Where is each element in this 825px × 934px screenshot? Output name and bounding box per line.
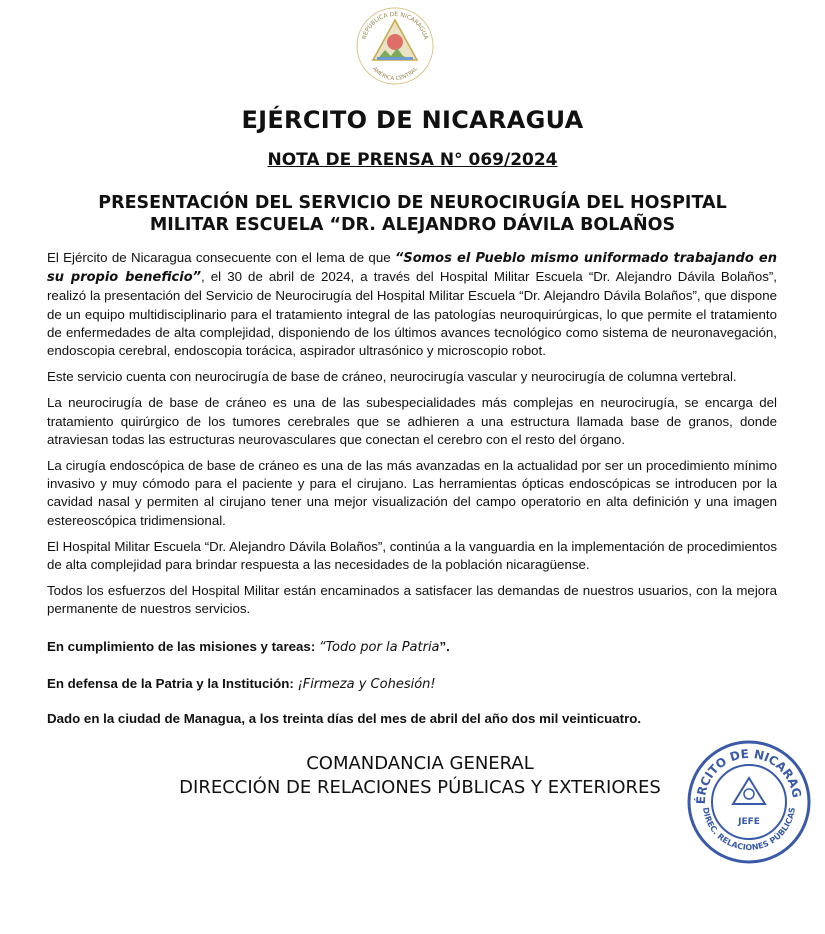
paragraph-3: La neurocirugía de base de cráneo es una de las subespecialidades más complejas en neurocirugía, se encarga del tratamiento quirúrgico de los tumores cerebrales que se adhieren a una estructura llamada base de granos, donde atraviesan todas las estructuras neurovasculares que conectan el cerebro con el resto del órgano. [47,395,777,447]
coat-of-arms-icon [355,6,435,86]
closing-line-1 [47,639,787,655]
paragraph-1-text-a: El Ejército de Nicaragua consecuente con el lema de que [47,250,395,265]
closing-line-3: Dado en la ciudad de Managua, a los treinta días del mes de abril del año dos mil veinticuatro. [47,711,642,726]
signature-line-1: COMANDANCIA GENERAL [306,753,534,774]
signature-block [140,752,700,800]
closing-1-end: ”. [439,639,450,654]
paragraph-1 [47,249,777,360]
svg-text:AMÉRICA CENTRAL: AMÉRICA CENTRAL [370,66,420,83]
paragraph-4: La cirugía endoscópica de base de cráneo es una de las más avanzadas en la actualidad por ser un procedimiento mínimo invasivo y muy cómodo para el paciente y para el cirujano. Las herramientas ópticas endoscópicas se introducen por la cavidad nasal y permiten al cirujano tener una mejor visualización del campo operatorio en alta definición y una imagen estereoscópica tridimensional. [47,458,777,528]
closing-line-2 [47,676,787,692]
closing-1-text: En cumplimiento de las misiones y tareas: [47,639,319,654]
svg-text:REPÚBLICA DE NICARAGUA: REPÚBLICA DE NICARAGUA [360,10,430,41]
document-title [0,192,825,236]
svg-text:JEFE: JEFE [738,817,760,827]
title-line-2: MILITAR ESCUELA “DR. ALEJANDRO DÁVILA BOLAÑOS [149,215,676,235]
closing-1-quote: “Todo por la Patria [318,640,440,655]
title-line-1: PRESENTACIÓN DEL SERVICIO DE NEUROCIRUGÍA DEL HOSPITAL [98,193,727,213]
svg-text:DIREC. RELACIONES PÚBLICAS: DIREC. RELACIONES PÚBLICAS [701,806,797,853]
press-note-number: NOTA DE PRENSA N° 069/2024 [267,150,558,170]
paragraph-1-text-b: , el 30 de abril de 2024, a través del Hospital Militar Escuela “Dr. Alejandro Dávila Bolaños”, realizó la presentación del Servicio de Neurocirugía del Hospital Militar Escuela “Dr. Alejandro Dávila Bolaños”, que dispone de un equipo multidisciplinario para el tratamiento integral de las patologías neuroquirúrgicas, lo que permite el tratamiento de enfermedades de alta complejidad, disponiendo de los últimos avances tecnológico como sistema de neuronavegación, endoscopia cerebral, endoscopia torácica, aspirador ultrasónico y microscopio robot. [47,269,777,359]
signature-line-2: DIRECCIÓN DE RELACIONES PÚBLICAS Y EXTERIORES [179,777,661,798]
paragraph-5: El Hospital Militar Escuela “Dr. Alejandro Dávila Bolaños”, continúa a la vanguardia en la implementación de procedimientos de alta complejidad para brindar respuesta a las necesidades de la población nicaragüense. [47,538,777,573]
organization-name: EJÉRCITO DE NICARAGUA [241,106,584,134]
press-body [47,249,777,627]
official-seal-icon [685,738,813,866]
svg-text:EJÉRCITO DE NICARAGUA: ÉRCITO DE NICARAG [693,746,804,805]
closing-2-text: En defensa de la Patria y la Institución: [47,676,298,691]
closing-2-quote: ¡Firmeza y Cohesión! [297,677,436,692]
paragraph-6: Todos los esfuerzos del Hospital Militar están encaminados a satisfacer las demandas de nuestros usuarios, con la mejora permanente de nuestros servicios. [47,583,777,617]
paragraph-2: Este servicio cuenta con neurocirugía de base de cráneo, neurocirugía vascular y neurocirugía de columna vertebral. [47,369,737,385]
motto-quote: “Somos el Pueblo mismo uniformado trabajando en su propio beneficio” [47,251,777,286]
